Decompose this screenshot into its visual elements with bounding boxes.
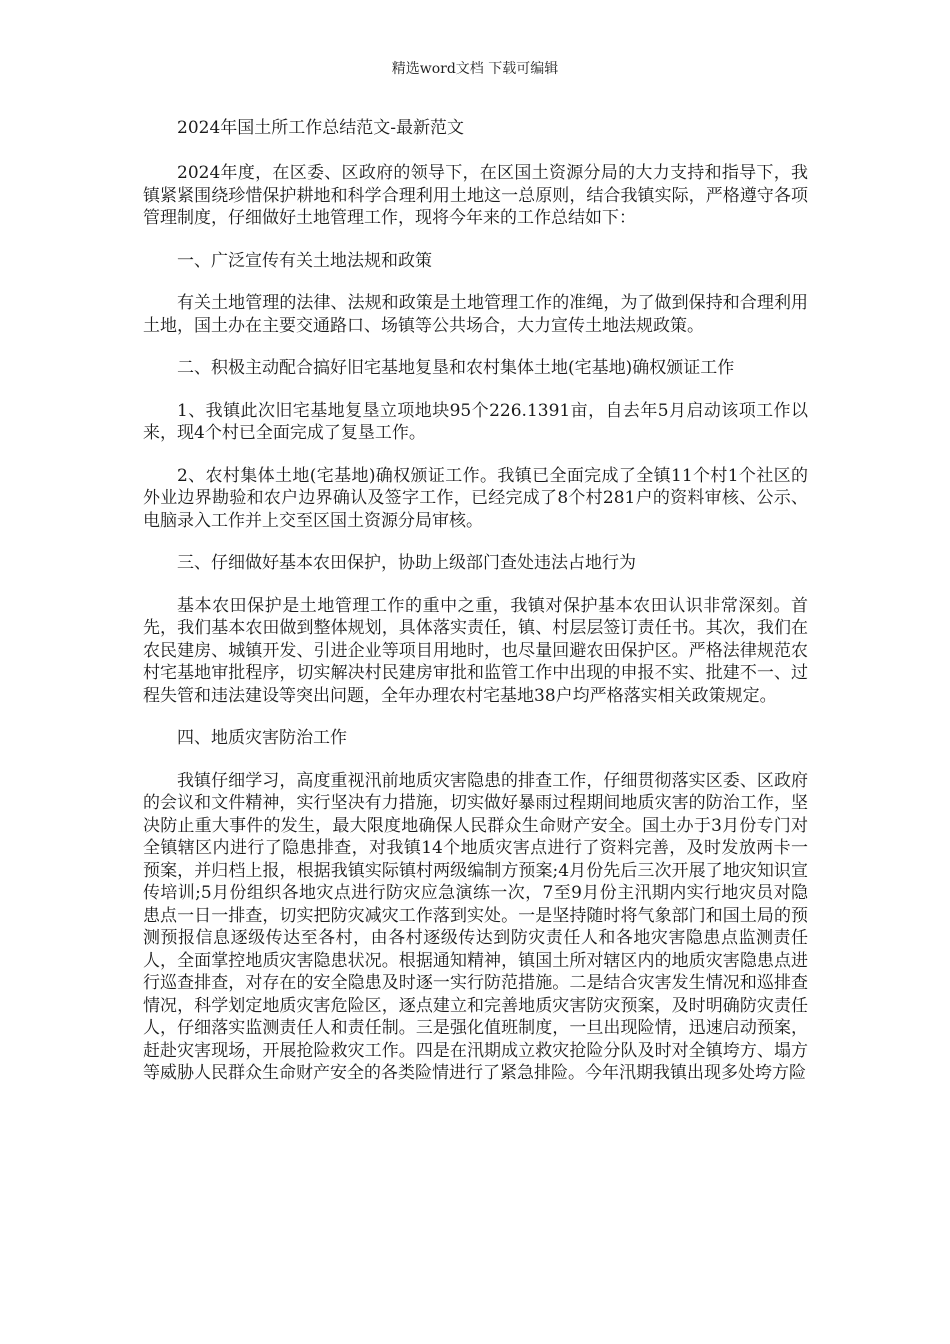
document-body <box>143 116 808 1085</box>
document-title: 2024年国土所工作总结范文-最新范文 <box>177 118 465 138</box>
section-3-paragraph: 基本农田保护是土地管理工作的重中之重，我镇对保护基本农田认识非常深刻。首先，我们基本农田做到整体规划，具体落实责任，镇、村层层签订责任书。其次，我们在农民建房、城镇开发、引进企业等项目用地时，也尽量回避农田保护区。严格法律规范农村宅基地审批程序，切实解决村民建房审批和监管工作中出现的申报不实、批建不一、过程失管和违法建设等突出问题，全年办理农村宅基地38户均严格落实相关政策规定。 <box>143 595 808 706</box>
section-1-paragraph: 有关土地管理的法律、法规和政策是土地管理工作的准绳，为了做到保持和合理利用土地，国土办在主要交通路口、场镇等公共场合，大力宣传土地法规政策。 <box>143 293 808 336</box>
section-4-paragraph: 我镇仔细学习，高度重视汛前地质灾害隐患的排查工作，仔细贯彻落实区委、区政府的会议和文件精神，实行坚决有力措施，切实做好暴雨过程期间地质灾害的防治工作，坚决防止重大事件的发生，最大限度地确保人民群众生命财产安全。国土办于3月份专门对全镇辖区内进行了隐患排查，对我镇14个地质灾害点进行了资料完善，及时发放两卡一预案，并归档上报，根据我镇实际镇村两级编制方预案;4月份先后三次开展了地灾知识宣传培训;5月份组织各地灾点进行防灾应急演练一次，7至9月份主汛期内实行地灾员对隐患点一日一排查，切实把防灾减灾工作落到实处。一是坚持随时将气象部门和国土局的预测预报信息逐级传达至各村，由各村逐级传达到防灾责任人和各地灾害隐患点监测责任人，全面掌控地质灾害隐患状况。根据通知精神，镇国土所对辖区内的地质灾害隐患点进行巡查排查，对存在的安全隐患及时逐一实行防范措施。二是结合灾害发生情况和巡排查情况，科学划定地质灾害危险区，逐点建立和完善地质灾害防灾预案，及时明确防灾责任人，仔细落实监测责任人和责任制。三是强化值班制度，一旦出现险情，迅速启动预案，赶赴灾害现场，开展抢险救灾工作。四是在汛期成立救灾抢险分队及时对全镇垮方、塌方等威胁人民群众生命财产安全的各类险情进行了紧急排险。今年汛期我镇出现多处垮方险 <box>143 770 808 1083</box>
page-header: 精选word文档 下载可编辑 <box>391 61 559 77</box>
section-2-item-1: 1、我镇此次旧宅基地复垦立项地块95个226.1391亩，自去年5月启动该项工作以来，现4个村已全面完成了复垦工作。 <box>143 400 808 443</box>
section-1-heading: 一、广泛宣传有关土地法规和政策 <box>177 250 432 271</box>
intro-paragraph: 2024年度，在区委、区政府的领导下，在区国土资源分局的大力支持和指导下，我镇紧紧围绕珍惜保护耕地和科学合理利用土地这一总原则，结合我镇实际，严格遵守各项管理制度，仔细做好土地管理工作，现将今年来的工作总结如下： <box>143 163 808 228</box>
section-2-heading: 二、积极主动配合搞好旧宅基地复垦和农村集体土地(宅基地)确权颁证工作 <box>177 358 735 378</box>
section-3-heading: 三、仔细做好基本农田保护，协助上级部门查处违法占地行为 <box>177 553 636 573</box>
section-2-item-2: 2、农村集体土地(宅基地)确权颁证工作。我镇已全面完成了全镇11个村1个社区的外业边界勘验和农户边界确认及签字工作，已经完成了8个村281户的资料审核、公示、电脑录入工作并上交至区国土资源分局审核。 <box>143 465 808 531</box>
section-4-heading: 四、地质灾害防治工作 <box>177 728 347 748</box>
